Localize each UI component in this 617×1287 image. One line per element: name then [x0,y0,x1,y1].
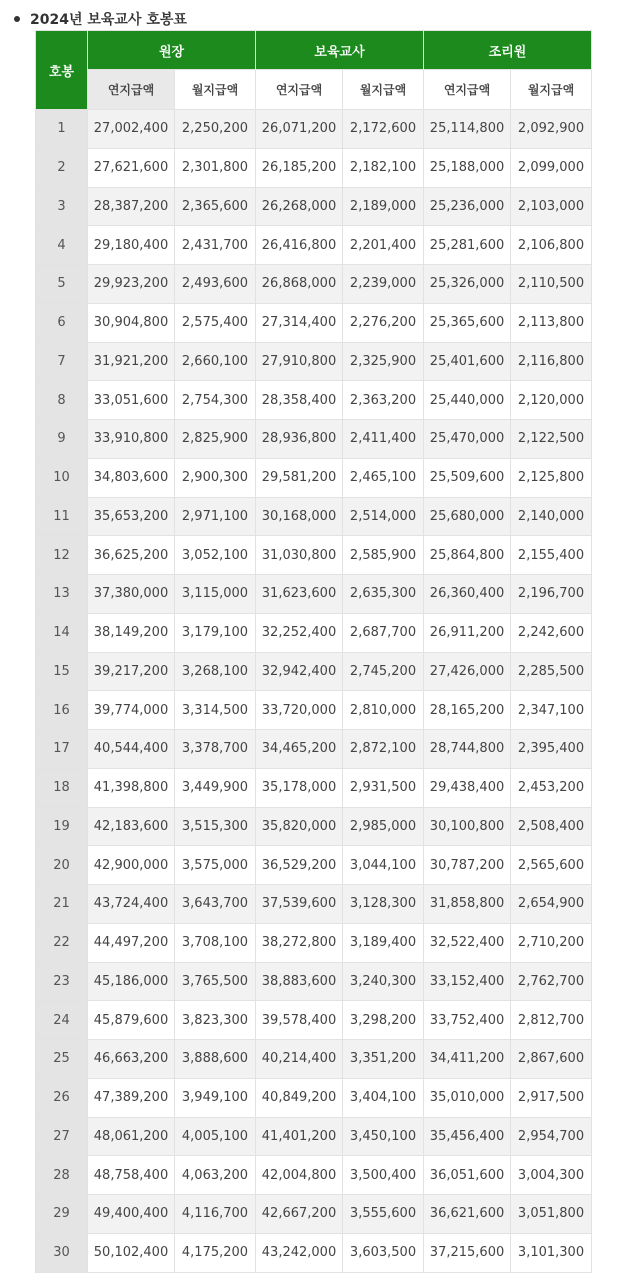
cell-teacher-monthly: 3,404,100 [343,1078,424,1117]
table-row [36,265,592,304]
cell-director-annual: 30,904,800 [88,303,175,342]
table-row [36,497,592,536]
cell-cook-monthly: 2,508,400 [511,807,592,846]
cell-step: 27 [36,1117,88,1156]
cell-teacher-annual: 26,268,000 [256,187,343,226]
cell-director-annual: 29,923,200 [88,265,175,304]
cell-step: 13 [36,575,88,614]
sub-header-monthly: 월지급액 [343,70,424,110]
cell-director-annual: 27,621,600 [88,148,175,187]
cell-teacher-annual: 37,539,600 [256,885,343,924]
cell-teacher-monthly: 3,240,300 [343,962,424,1001]
cell-teacher-annual: 42,004,800 [256,1156,343,1195]
cell-cook-annual: 37,215,600 [424,1233,511,1272]
cell-cook-monthly: 2,092,900 [511,110,592,149]
cell-teacher-annual: 26,868,000 [256,265,343,304]
cell-director-monthly: 2,825,900 [175,420,256,459]
cell-teacher-monthly: 2,872,100 [343,730,424,769]
cell-teacher-monthly: 2,514,000 [343,497,424,536]
cell-teacher-annual: 35,178,000 [256,768,343,807]
table-row [36,575,592,614]
cell-teacher-annual: 43,242,000 [256,1233,343,1272]
cell-director-monthly: 3,314,500 [175,691,256,730]
cell-director-monthly: 3,268,100 [175,652,256,691]
cell-step: 2 [36,148,88,187]
cell-teacher-annual: 40,214,400 [256,1040,343,1079]
table-row [36,652,592,691]
cell-director-monthly: 2,575,400 [175,303,256,342]
cell-teacher-monthly: 3,044,100 [343,846,424,885]
cell-director-annual: 28,387,200 [88,187,175,226]
cell-director-monthly: 3,378,700 [175,730,256,769]
cell-director-annual: 39,774,000 [88,691,175,730]
table-header [36,31,592,110]
cell-director-monthly: 3,765,500 [175,962,256,1001]
cell-cook-monthly: 3,101,300 [511,1233,592,1272]
table-row [36,110,592,149]
page-title-row [14,9,187,29]
cell-step: 18 [36,768,88,807]
table-row [36,885,592,924]
cell-director-annual: 36,625,200 [88,536,175,575]
cell-cook-annual: 31,858,800 [424,885,511,924]
cell-teacher-monthly: 3,189,400 [343,923,424,962]
cell-cook-annual: 34,411,200 [424,1040,511,1079]
cell-teacher-annual: 28,936,800 [256,420,343,459]
cell-step: 26 [36,1078,88,1117]
cell-cook-annual: 25,864,800 [424,536,511,575]
cell-director-annual: 49,400,400 [88,1195,175,1234]
table-row [36,807,592,846]
cell-teacher-monthly: 2,411,400 [343,420,424,459]
cell-director-annual: 27,002,400 [88,110,175,149]
cell-step: 23 [36,962,88,1001]
cell-cook-annual: 25,440,000 [424,381,511,420]
cell-teacher-annual: 35,820,000 [256,807,343,846]
cell-teacher-annual: 41,401,200 [256,1117,343,1156]
sub-header-monthly: 월지급액 [511,70,592,110]
cell-director-monthly: 4,063,200 [175,1156,256,1195]
cell-cook-annual: 25,470,000 [424,420,511,459]
cell-director-annual: 46,663,200 [88,1040,175,1079]
table-row [36,846,592,885]
table-row [36,303,592,342]
cell-director-monthly: 2,301,800 [175,148,256,187]
sub-header-annual: 연지급액 [424,70,511,110]
cell-director-monthly: 4,175,200 [175,1233,256,1272]
cell-director-monthly: 2,754,300 [175,381,256,420]
cell-cook-annual: 35,010,000 [424,1078,511,1117]
cell-director-annual: 33,910,800 [88,420,175,459]
cell-teacher-annual: 38,883,600 [256,962,343,1001]
cell-cook-monthly: 2,103,000 [511,187,592,226]
cell-teacher-annual: 30,168,000 [256,497,343,536]
cell-cook-annual: 28,744,800 [424,730,511,769]
cell-cook-monthly: 2,113,800 [511,303,592,342]
cell-teacher-annual: 38,272,800 [256,923,343,962]
cell-cook-monthly: 2,954,700 [511,1117,592,1156]
cell-director-monthly: 4,005,100 [175,1117,256,1156]
cell-director-annual: 45,879,600 [88,1001,175,1040]
table-row [36,381,592,420]
cell-director-monthly: 2,660,100 [175,342,256,381]
cell-cook-annual: 32,522,400 [424,923,511,962]
cell-director-annual: 47,389,200 [88,1078,175,1117]
bullet-icon [14,16,20,22]
cell-cook-monthly: 2,196,700 [511,575,592,614]
cell-cook-monthly: 2,122,500 [511,420,592,459]
cell-teacher-annual: 31,030,800 [256,536,343,575]
cell-step: 24 [36,1001,88,1040]
cell-cook-monthly: 2,120,000 [511,381,592,420]
cell-director-annual: 45,186,000 [88,962,175,1001]
cell-director-monthly: 2,493,600 [175,265,256,304]
cell-cook-annual: 25,326,000 [424,265,511,304]
cell-cook-annual: 30,787,200 [424,846,511,885]
cell-cook-annual: 25,188,000 [424,148,511,187]
cell-director-annual: 41,398,800 [88,768,175,807]
table-row [36,1195,592,1234]
cell-director-annual: 42,183,600 [88,807,175,846]
cell-cook-annual: 25,401,600 [424,342,511,381]
header-group-cook: 조리원 [424,31,592,70]
cell-cook-annual: 25,114,800 [424,110,511,149]
cell-director-monthly: 3,115,000 [175,575,256,614]
cell-director-monthly: 3,179,100 [175,613,256,652]
cell-cook-monthly: 2,116,800 [511,342,592,381]
cell-teacher-annual: 26,185,200 [256,148,343,187]
cell-cook-monthly: 2,125,800 [511,458,592,497]
cell-teacher-monthly: 2,687,700 [343,613,424,652]
cell-director-monthly: 2,431,700 [175,226,256,265]
cell-director-monthly: 3,888,600 [175,1040,256,1079]
cell-director-annual: 43,724,400 [88,885,175,924]
cell-cook-annual: 25,365,600 [424,303,511,342]
cell-teacher-annual: 36,529,200 [256,846,343,885]
cell-step: 7 [36,342,88,381]
cell-teacher-annual: 27,910,800 [256,342,343,381]
cell-step: 17 [36,730,88,769]
table-row [36,148,592,187]
table-row [36,420,592,459]
cell-cook-annual: 26,911,200 [424,613,511,652]
cell-cook-monthly: 2,106,800 [511,226,592,265]
cell-teacher-monthly: 2,745,200 [343,652,424,691]
table-row [36,458,592,497]
cell-cook-monthly: 2,155,400 [511,536,592,575]
cell-cook-monthly: 2,099,000 [511,148,592,187]
cell-director-annual: 50,102,400 [88,1233,175,1272]
cell-cook-monthly: 3,051,800 [511,1195,592,1234]
cell-teacher-monthly: 2,325,900 [343,342,424,381]
cell-cook-monthly: 2,242,600 [511,613,592,652]
cell-step: 20 [36,846,88,885]
cell-teacher-annual: 32,942,400 [256,652,343,691]
sub-header-annual: 연지급액 [88,70,175,110]
cell-director-annual: 33,051,600 [88,381,175,420]
table-row [36,962,592,1001]
cell-cook-annual: 26,360,400 [424,575,511,614]
cell-cook-monthly: 2,812,700 [511,1001,592,1040]
cell-step: 12 [36,536,88,575]
cell-director-annual: 42,900,000 [88,846,175,885]
cell-cook-annual: 36,621,600 [424,1195,511,1234]
cell-teacher-monthly: 2,931,500 [343,768,424,807]
cell-teacher-annual: 26,071,200 [256,110,343,149]
cell-director-annual: 44,497,200 [88,923,175,962]
cell-step: 19 [36,807,88,846]
cell-director-annual: 48,758,400 [88,1156,175,1195]
table-row [36,1233,592,1272]
table-row [36,1001,592,1040]
sub-header-annual: 연지급액 [256,70,343,110]
cell-director-annual: 39,217,200 [88,652,175,691]
cell-teacher-annual: 42,667,200 [256,1195,343,1234]
cell-step: 15 [36,652,88,691]
cell-teacher-annual: 29,581,200 [256,458,343,497]
cell-director-monthly: 3,643,700 [175,885,256,924]
cell-step: 25 [36,1040,88,1079]
header-step: 호봉 [36,31,88,110]
cell-teacher-annual: 40,849,200 [256,1078,343,1117]
cell-teacher-monthly: 2,635,300 [343,575,424,614]
cell-director-annual: 48,061,200 [88,1117,175,1156]
cell-cook-monthly: 2,762,700 [511,962,592,1001]
cell-teacher-monthly: 2,172,600 [343,110,424,149]
cell-director-annual: 35,653,200 [88,497,175,536]
cell-teacher-monthly: 2,985,000 [343,807,424,846]
cell-cook-monthly: 2,285,500 [511,652,592,691]
cell-step: 8 [36,381,88,420]
cell-cook-annual: 30,100,800 [424,807,511,846]
cell-cook-monthly: 2,453,200 [511,768,592,807]
cell-director-annual: 38,149,200 [88,613,175,652]
cell-step: 11 [36,497,88,536]
cell-teacher-monthly: 2,189,000 [343,187,424,226]
cell-cook-annual: 33,152,400 [424,962,511,1001]
cell-cook-annual: 28,165,200 [424,691,511,730]
cell-cook-annual: 25,509,600 [424,458,511,497]
cell-teacher-annual: 27,314,400 [256,303,343,342]
cell-cook-monthly: 2,867,600 [511,1040,592,1079]
cell-step: 14 [36,613,88,652]
cell-teacher-monthly: 3,351,200 [343,1040,424,1079]
header-group-director: 원장 [88,31,256,70]
cell-teacher-monthly: 3,603,500 [343,1233,424,1272]
cell-teacher-annual: 34,465,200 [256,730,343,769]
cell-step: 28 [36,1156,88,1195]
cell-step: 6 [36,303,88,342]
header-group-teacher: 보육교사 [256,31,424,70]
table-row [36,691,592,730]
cell-cook-annual: 25,281,600 [424,226,511,265]
table-row [36,730,592,769]
cell-cook-annual: 27,426,000 [424,652,511,691]
cell-step: 30 [36,1233,88,1272]
cell-teacher-monthly: 3,500,400 [343,1156,424,1195]
cell-cook-monthly: 2,395,400 [511,730,592,769]
cell-teacher-monthly: 2,810,000 [343,691,424,730]
cell-teacher-monthly: 2,585,900 [343,536,424,575]
salary-table [35,30,592,1273]
cell-teacher-annual: 31,623,600 [256,575,343,614]
cell-cook-monthly: 3,004,300 [511,1156,592,1195]
cell-teacher-monthly: 3,450,100 [343,1117,424,1156]
cell-cook-monthly: 2,140,000 [511,497,592,536]
cell-director-annual: 29,180,400 [88,226,175,265]
cell-director-monthly: 4,116,700 [175,1195,256,1234]
cell-step: 21 [36,885,88,924]
cell-director-monthly: 2,365,600 [175,187,256,226]
cell-teacher-monthly: 3,128,300 [343,885,424,924]
cell-teacher-monthly: 3,298,200 [343,1001,424,1040]
cell-cook-monthly: 2,710,200 [511,923,592,962]
cell-step: 3 [36,187,88,226]
table-row [36,613,592,652]
cell-step: 4 [36,226,88,265]
cell-step: 9 [36,420,88,459]
table-row [36,187,592,226]
cell-teacher-monthly: 2,239,000 [343,265,424,304]
cell-director-annual: 40,544,400 [88,730,175,769]
cell-director-monthly: 3,708,100 [175,923,256,962]
cell-director-monthly: 3,575,000 [175,846,256,885]
cell-teacher-annual: 26,416,800 [256,226,343,265]
cell-teacher-monthly: 2,465,100 [343,458,424,497]
group-header-row [36,31,592,70]
cell-cook-monthly: 2,654,900 [511,885,592,924]
table-row [36,1156,592,1195]
cell-teacher-annual: 28,358,400 [256,381,343,420]
cell-director-monthly: 3,052,100 [175,536,256,575]
cell-director-monthly: 2,900,300 [175,458,256,497]
cell-cook-annual: 29,438,400 [424,768,511,807]
cell-step: 22 [36,923,88,962]
cell-teacher-monthly: 2,363,200 [343,381,424,420]
table-row [36,768,592,807]
table-row [36,1117,592,1156]
page-title: 2024년 보육교사 호봉표 [30,12,187,28]
cell-director-monthly: 2,250,200 [175,110,256,149]
cell-teacher-monthly: 2,182,100 [343,148,424,187]
cell-director-monthly: 3,449,900 [175,768,256,807]
cell-cook-monthly: 2,917,500 [511,1078,592,1117]
cell-cook-annual: 25,680,000 [424,497,511,536]
cell-cook-monthly: 2,110,500 [511,265,592,304]
table-row [36,923,592,962]
table-row [36,536,592,575]
table-row [36,342,592,381]
sub-header-row [36,70,592,110]
table-row [36,1040,592,1079]
table-row [36,1078,592,1117]
sub-header-monthly: 월지급액 [175,70,256,110]
cell-teacher-monthly: 2,201,400 [343,226,424,265]
cell-cook-annual: 35,456,400 [424,1117,511,1156]
cell-cook-monthly: 2,565,600 [511,846,592,885]
cell-step: 10 [36,458,88,497]
cell-teacher-monthly: 3,555,600 [343,1195,424,1234]
cell-teacher-annual: 39,578,400 [256,1001,343,1040]
cell-cook-annual: 36,051,600 [424,1156,511,1195]
cell-director-annual: 34,803,600 [88,458,175,497]
cell-teacher-annual: 32,252,400 [256,613,343,652]
table-body [36,110,592,1273]
cell-teacher-annual: 33,720,000 [256,691,343,730]
cell-step: 29 [36,1195,88,1234]
cell-director-monthly: 2,971,100 [175,497,256,536]
cell-step: 5 [36,265,88,304]
cell-teacher-monthly: 2,276,200 [343,303,424,342]
cell-step: 16 [36,691,88,730]
cell-director-monthly: 3,515,300 [175,807,256,846]
cell-director-monthly: 3,823,300 [175,1001,256,1040]
cell-step: 1 [36,110,88,149]
table-row [36,226,592,265]
cell-director-monthly: 3,949,100 [175,1078,256,1117]
cell-director-annual: 31,921,200 [88,342,175,381]
cell-cook-annual: 33,752,400 [424,1001,511,1040]
cell-director-annual: 37,380,000 [88,575,175,614]
cell-cook-monthly: 2,347,100 [511,691,592,730]
cell-cook-annual: 25,236,000 [424,187,511,226]
